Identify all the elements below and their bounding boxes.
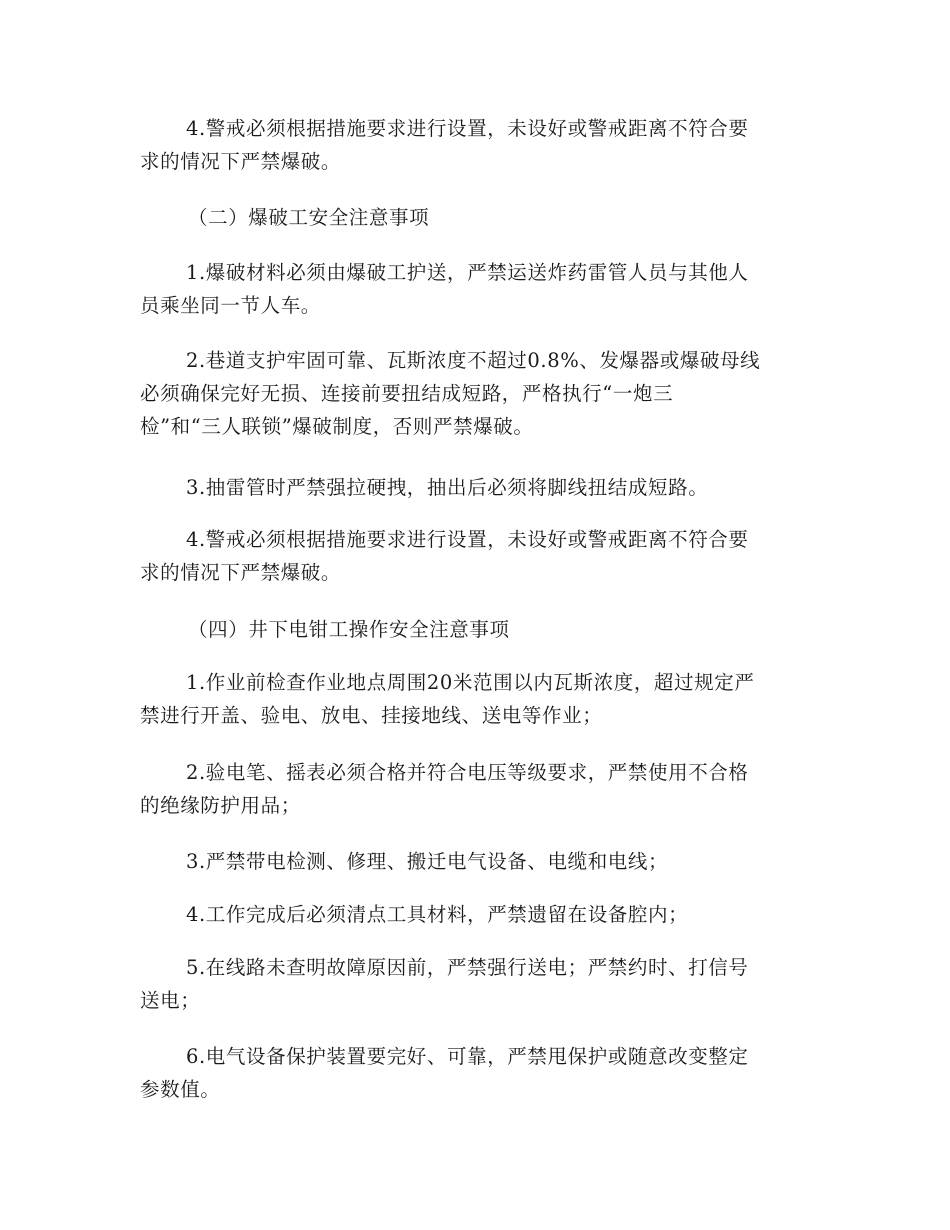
paragraph bbox=[140, 112, 810, 178]
text-line: 1.爆破材料必须由爆破工护送，严禁运送炸药雷管人员与其他人 bbox=[186, 261, 749, 284]
text-line: 求的情况下严禁爆破。 bbox=[140, 150, 342, 173]
text-line: 1.作业前检查作业地点周围20米范围以内瓦斯浓度，超过规定严 bbox=[186, 671, 755, 694]
paragraph bbox=[140, 951, 810, 1017]
text-line: 6.电气设备保护装置要完好、可靠，严禁甩保护或随意改变整定 bbox=[186, 1045, 749, 1068]
text-line: 5.在线路未查明故障原因前，严禁强行送电；严禁约时、打信号 bbox=[186, 956, 749, 979]
text-line: 4.工作完成后必须清点工具材料，严禁遗留在设备腔内； bbox=[186, 903, 689, 926]
paragraph bbox=[140, 898, 810, 931]
text-line: 4.警戒必须根据措施要求进行设置，未设好或警戒距离不符合要 bbox=[186, 117, 749, 140]
paragraph bbox=[140, 344, 810, 443]
text-line: 3.抽雷管时严禁强拉硬拽，抽出后必须将脚线扭结成短路。 bbox=[186, 476, 709, 499]
text-line: 的绝缘防护用品； bbox=[140, 794, 301, 817]
text-line: 必须确保完好无损、连接前要扭结成短路，严格执行“一炮三 bbox=[140, 382, 674, 405]
text-line: 4.警戒必须根据措施要求进行设置，未设好或警戒距离不符合要 bbox=[186, 528, 749, 551]
paragraph bbox=[140, 523, 810, 589]
text-line: 检”和“三人联锁”爆破制度，否则严禁爆破。 bbox=[140, 415, 534, 438]
text-line: 2.验电笔、摇表必须合格并符合电压等级要求，严禁使用不合格 bbox=[186, 761, 749, 784]
paragraph bbox=[140, 845, 810, 878]
text-line: 送电； bbox=[140, 989, 201, 1012]
text-line: 求的情况下严禁爆破。 bbox=[140, 561, 342, 584]
section-heading: （四）井下电钳工操作安全注意事项 bbox=[188, 618, 510, 641]
paragraph bbox=[140, 1040, 810, 1106]
text-line: 员乘坐同一节人车。 bbox=[140, 294, 321, 317]
text-line: 禁进行开盖、验电、放电、挂接地线、送电等作业； bbox=[140, 704, 603, 727]
paragraph bbox=[140, 666, 810, 732]
paragraph bbox=[140, 471, 810, 504]
section-heading: （二）爆破工安全注意事项 bbox=[188, 206, 430, 229]
text-line: 3.严禁带电检测、修理、搬迁电气设备、电缆和电线； bbox=[186, 850, 669, 873]
text-line: 2.巷道支护牢固可靠、瓦斯浓度不超过0.8%、发爆器或爆破母线 bbox=[186, 349, 761, 372]
paragraph bbox=[140, 256, 810, 322]
text-line: 参数值。 bbox=[140, 1078, 221, 1101]
paragraph bbox=[140, 756, 810, 822]
